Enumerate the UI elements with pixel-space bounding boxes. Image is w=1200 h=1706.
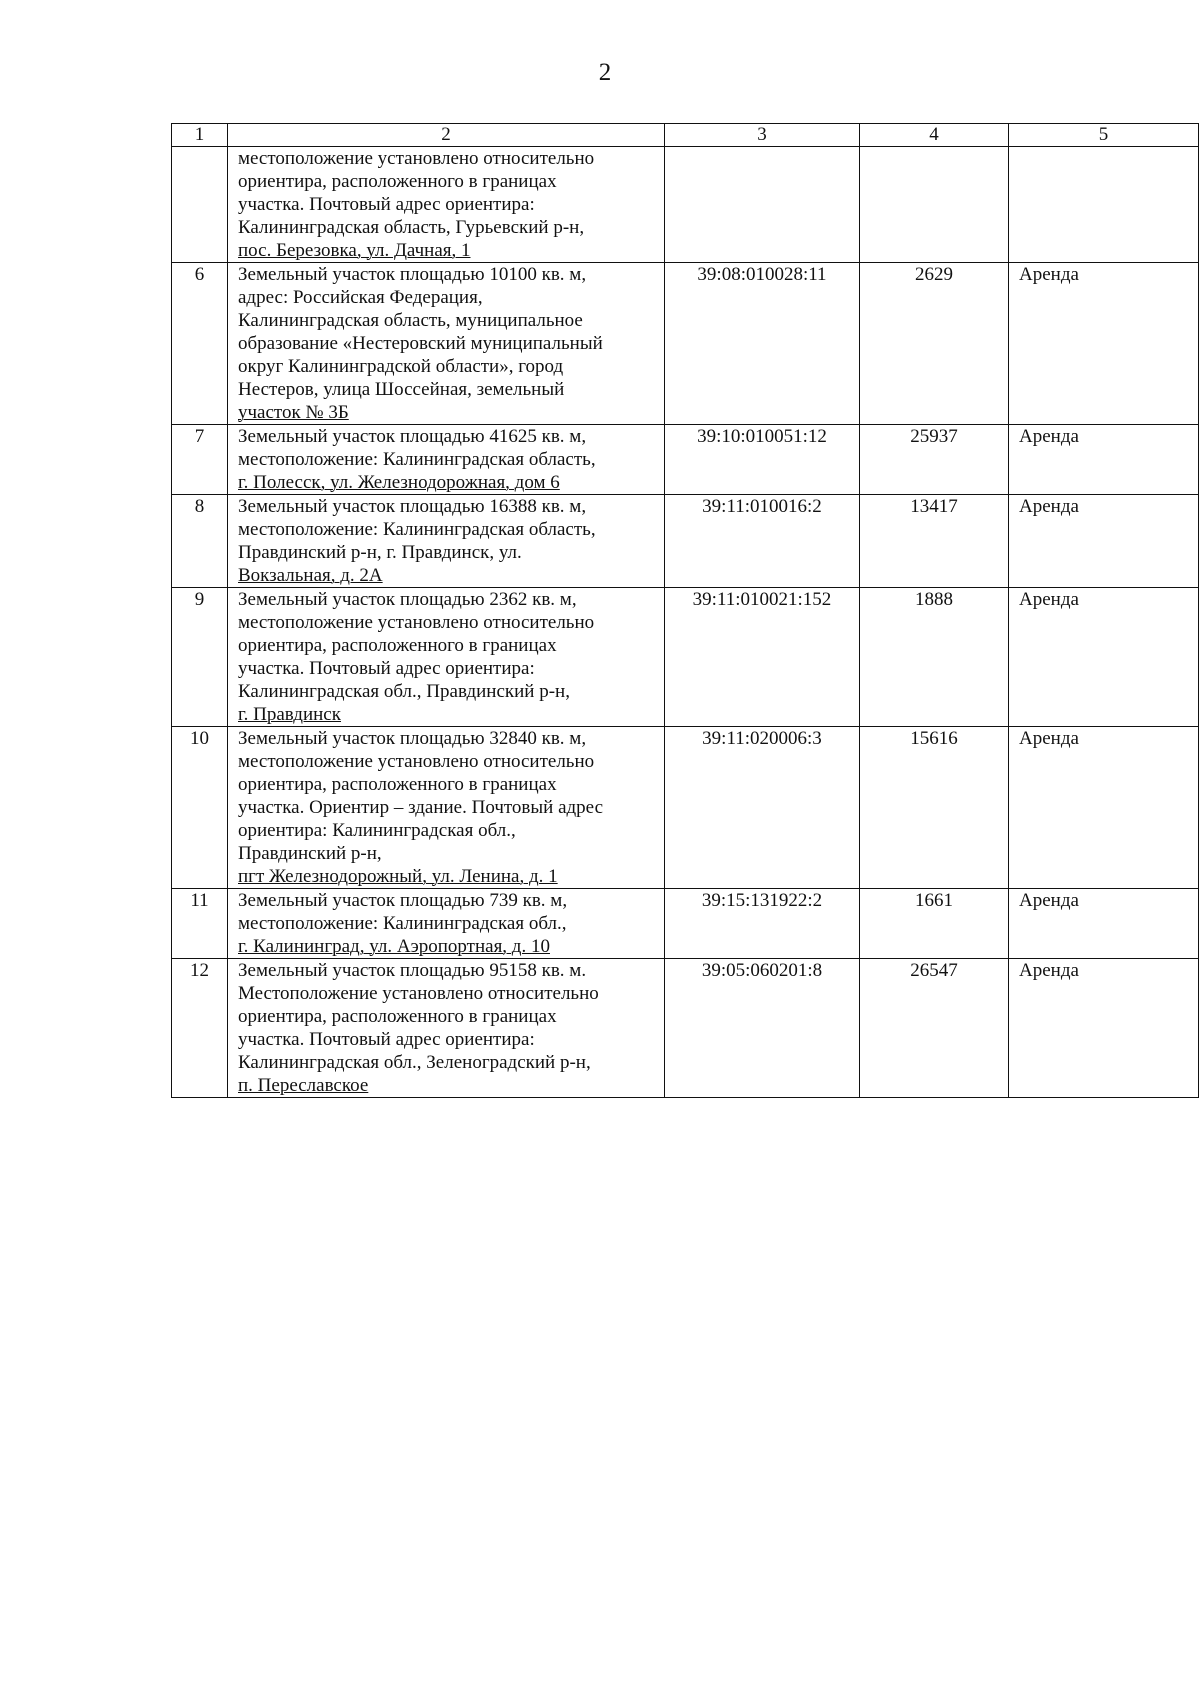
description-line: местоположение установлено относительно (238, 751, 595, 772)
row-number-cell (172, 147, 228, 263)
description-line: ориентира: Калининградская обл., (238, 820, 516, 841)
description-cell (228, 263, 665, 425)
description-cell (228, 147, 665, 263)
description-line: участка. Почтовый адрес ориентира: (238, 658, 535, 679)
description-line: участка. Ориентир – здание. Почтовый адрес (238, 797, 604, 818)
right-type-cell: Аренда (1009, 727, 1199, 889)
description-line: ориентира, расположенного в границах (238, 1006, 557, 1027)
table-body (172, 124, 1199, 1098)
table-row (172, 959, 1199, 1098)
description-line: Правдинский р-н, (238, 843, 382, 864)
description-line: Вокзальная, д. 2А (238, 565, 383, 586)
description-line: местоположение: Калининградская область, (238, 519, 596, 540)
right-type-cell: Аренда (1009, 959, 1199, 1098)
description-line: Местоположение установлено относительно (238, 983, 599, 1004)
column-number: 1 (172, 124, 228, 147)
right-type-cell (1009, 147, 1199, 263)
value-cell: 15616 (860, 727, 1009, 889)
description-line: Земельный участок площадью 2362 кв. м, (238, 589, 577, 610)
description-line: участка. Почтовый адрес ориентира: (238, 194, 535, 215)
cadastral-number-cell: 39:05:060201:8 (665, 959, 860, 1098)
right-type-cell: Аренда (1009, 425, 1199, 495)
right-type-cell: Аренда (1009, 495, 1199, 588)
description-cell (228, 425, 665, 495)
column-number-row (172, 124, 1199, 147)
description-line: местоположение установлено относительно (238, 612, 595, 633)
description-line: г. Правдинск (238, 704, 341, 725)
value-cell: 13417 (860, 495, 1009, 588)
row-number-cell: 8 (172, 495, 228, 588)
row-number-cell: 6 (172, 263, 228, 425)
right-type-cell: Аренда (1009, 889, 1199, 959)
description-line: местоположение установлено относительно (238, 148, 595, 169)
description-line: г. Калининград, ул. Аэропортная, д. 10 (238, 936, 550, 957)
column-number: 4 (860, 124, 1009, 147)
value-cell (860, 147, 1009, 263)
cadastral-number-cell: 39:11:010021:152 (665, 588, 860, 727)
value-cell: 1661 (860, 889, 1009, 959)
right-type-cell: Аренда (1009, 588, 1199, 727)
description-line: Земельный участок площадью 16388 кв. м, (238, 496, 587, 517)
cadastral-number-cell: 39:11:020006:3 (665, 727, 860, 889)
cadastral-number-cell (665, 147, 860, 263)
row-number-cell: 7 (172, 425, 228, 495)
description-cell (228, 495, 665, 588)
table-row (172, 425, 1199, 495)
description-line: участка. Почтовый адрес ориентира: (238, 1029, 535, 1050)
value-cell: 26547 (860, 959, 1009, 1098)
description-line: Правдинский р-н, г. Правдинск, ул. (238, 542, 522, 563)
description-line: образование «Нестеровский муниципальный (238, 333, 603, 354)
description-line: Земельный участок площадью 32840 кв. м, (238, 728, 587, 749)
description-cell (228, 588, 665, 727)
description-line: п. Переславское (238, 1075, 369, 1096)
description-line: ориентира, расположенного в границах (238, 171, 557, 192)
description-cell (228, 889, 665, 959)
description-line: Земельный участок площадью 10100 кв. м, (238, 264, 587, 285)
description-line: адрес: Российская Федерация, (238, 287, 483, 308)
description-line: Калининградская область, муниципальное (238, 310, 583, 331)
land-plots-table (171, 123, 1199, 1098)
value-cell: 2629 (860, 263, 1009, 425)
cadastral-number-cell: 39:11:010016:2 (665, 495, 860, 588)
description-line: Земельный участок площадью 41625 кв. м, (238, 426, 587, 447)
description-line: округ Калининградской области», город (238, 356, 564, 377)
table-row (172, 889, 1199, 959)
column-number: 2 (228, 124, 665, 147)
cadastral-number-cell: 39:08:010028:11 (665, 263, 860, 425)
description-line: местоположение: Калининградская обл., (238, 913, 567, 934)
table-row (172, 495, 1199, 588)
description-line: Калининградская обл., Зеленоградский р-н, (238, 1052, 591, 1073)
cadastral-number-cell: 39:10:010051:12 (665, 425, 860, 495)
description-line: ориентира, расположенного в границах (238, 635, 557, 656)
row-number-cell: 10 (172, 727, 228, 889)
description-cell (228, 959, 665, 1098)
table-row (172, 147, 1199, 263)
description-line: участок № 3Б (238, 402, 349, 423)
cadastral-number-cell: 39:15:131922:2 (665, 889, 860, 959)
row-number-cell: 9 (172, 588, 228, 727)
column-number: 3 (665, 124, 860, 147)
description-line: Земельный участок площадью 95158 кв. м. (238, 960, 587, 981)
page-number: 2 (598, 59, 612, 86)
description-line: пос. Березовка, ул. Дачная, 1 (238, 240, 471, 261)
right-type-cell: Аренда (1009, 263, 1199, 425)
row-number-cell: 11 (172, 889, 228, 959)
description-cell (228, 727, 665, 889)
table-row (172, 263, 1199, 425)
description-line: Нестеров, улица Шоссейная, земельный (238, 379, 565, 400)
description-line: местоположение: Калининградская область, (238, 449, 596, 470)
description-line: Калининградская обл., Правдинский р-н, (238, 681, 570, 702)
value-cell: 25937 (860, 425, 1009, 495)
description-line: Калининградская область, Гурьевский р-н, (238, 217, 585, 238)
value-cell: 1888 (860, 588, 1009, 727)
description-line: пгт Железнодорожный, ул. Ленина, д. 1 (238, 866, 558, 887)
description-line: Земельный участок площадью 739 кв. м, (238, 890, 568, 911)
column-number: 5 (1009, 124, 1199, 147)
table-row (172, 727, 1199, 889)
description-line: ориентира, расположенного в границах (238, 774, 557, 795)
table-row (172, 588, 1199, 727)
description-line: г. Полесск, ул. Железнодорожная, дом 6 (238, 472, 560, 493)
row-number-cell: 12 (172, 959, 228, 1098)
